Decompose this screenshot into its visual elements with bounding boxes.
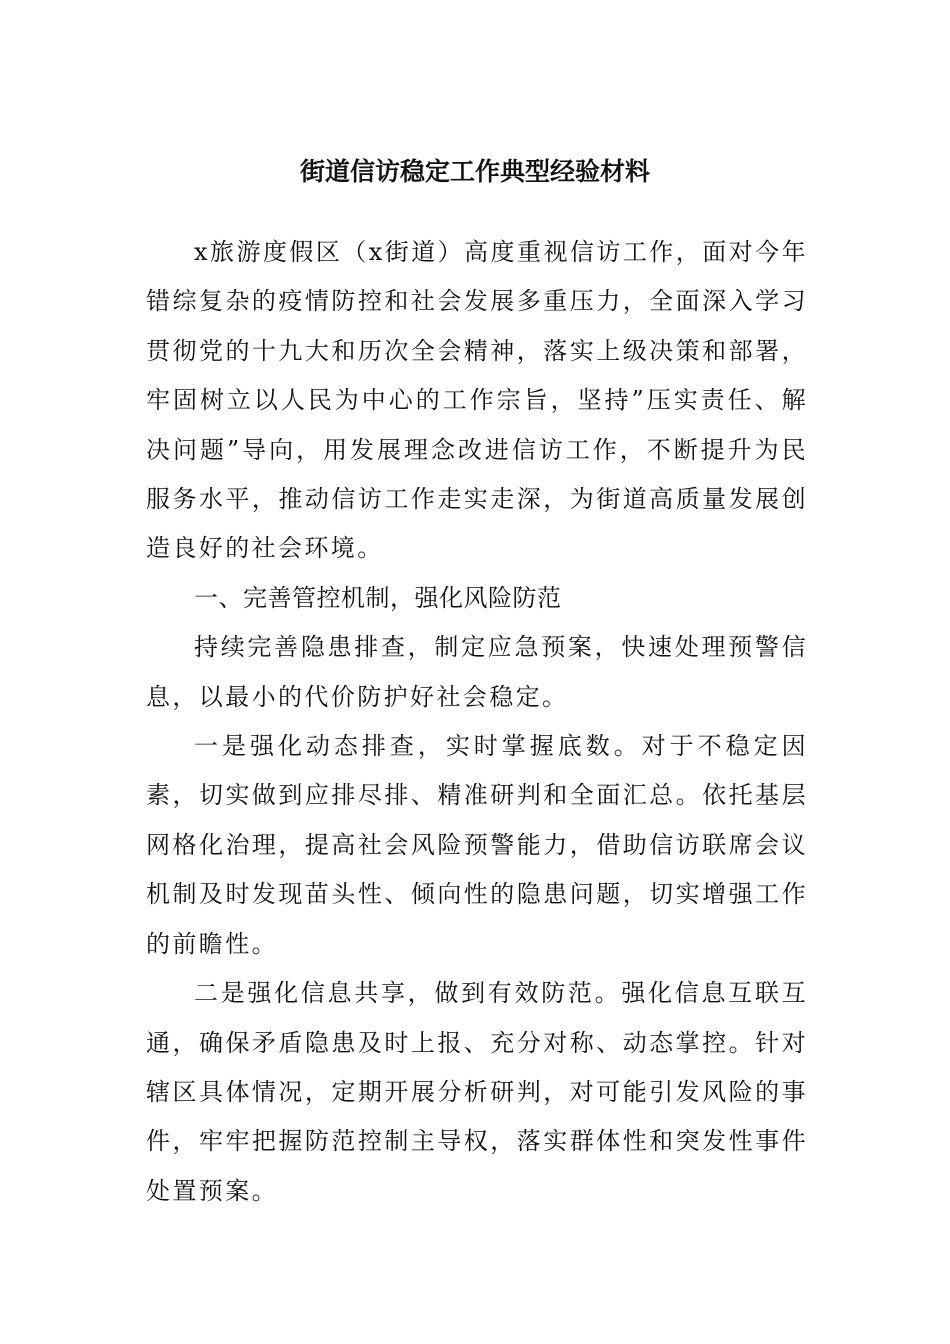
section-lead-paragraph: 持续完善隐患排查，制定应急预案，快速处理预警信息，以最小的代价防护好社会稳定。 <box>146 633 808 711</box>
document-body <box>146 228 808 1216</box>
intro-paragraph: x旅游度假区（x街道）高度重视信访工作，面对今年错综复杂的疫情防控和社会发展多重压力，全面深入学习贯彻党的十九大和历次全会精神，落实上级决策和部署，牢固树立以人民为中心的工作宗旨，坚持”压实责任、解决问题”导向，用发展理念改进信访工作，不断提升为民服务水平，推动信访工作走实走深，为街道高质量发展创造良好的社会环境。 <box>146 238 808 563</box>
point-two-paragraph: 二是强化信息共享，做到有效防范。强化信息互联互通，确保矛盾隐患及时上报、充分对称、动态掌控。针对辖区具体情况，定期开展分析研判，对可能引发风险的事件，牢牢把握防范控制主导权，落实群体性和突发性事件处置预案。 <box>146 979 808 1205</box>
point-one-paragraph: 一是强化动态排查，实时掌握底数。对于不稳定因素，切实做到应排尽排、精准研判和全面汇总。依托基层网格化治理，提高社会风险预警能力，借助信访联席会议机制及时发现苗头性、倾向性的隐患问题，切实增强工作的前瞻性。 <box>146 732 808 958</box>
document-title: 街道信访稳定工作典型经验材料 <box>299 157 650 186</box>
section-heading: 一、完善管控机制，强化风险防范 <box>194 583 562 612</box>
